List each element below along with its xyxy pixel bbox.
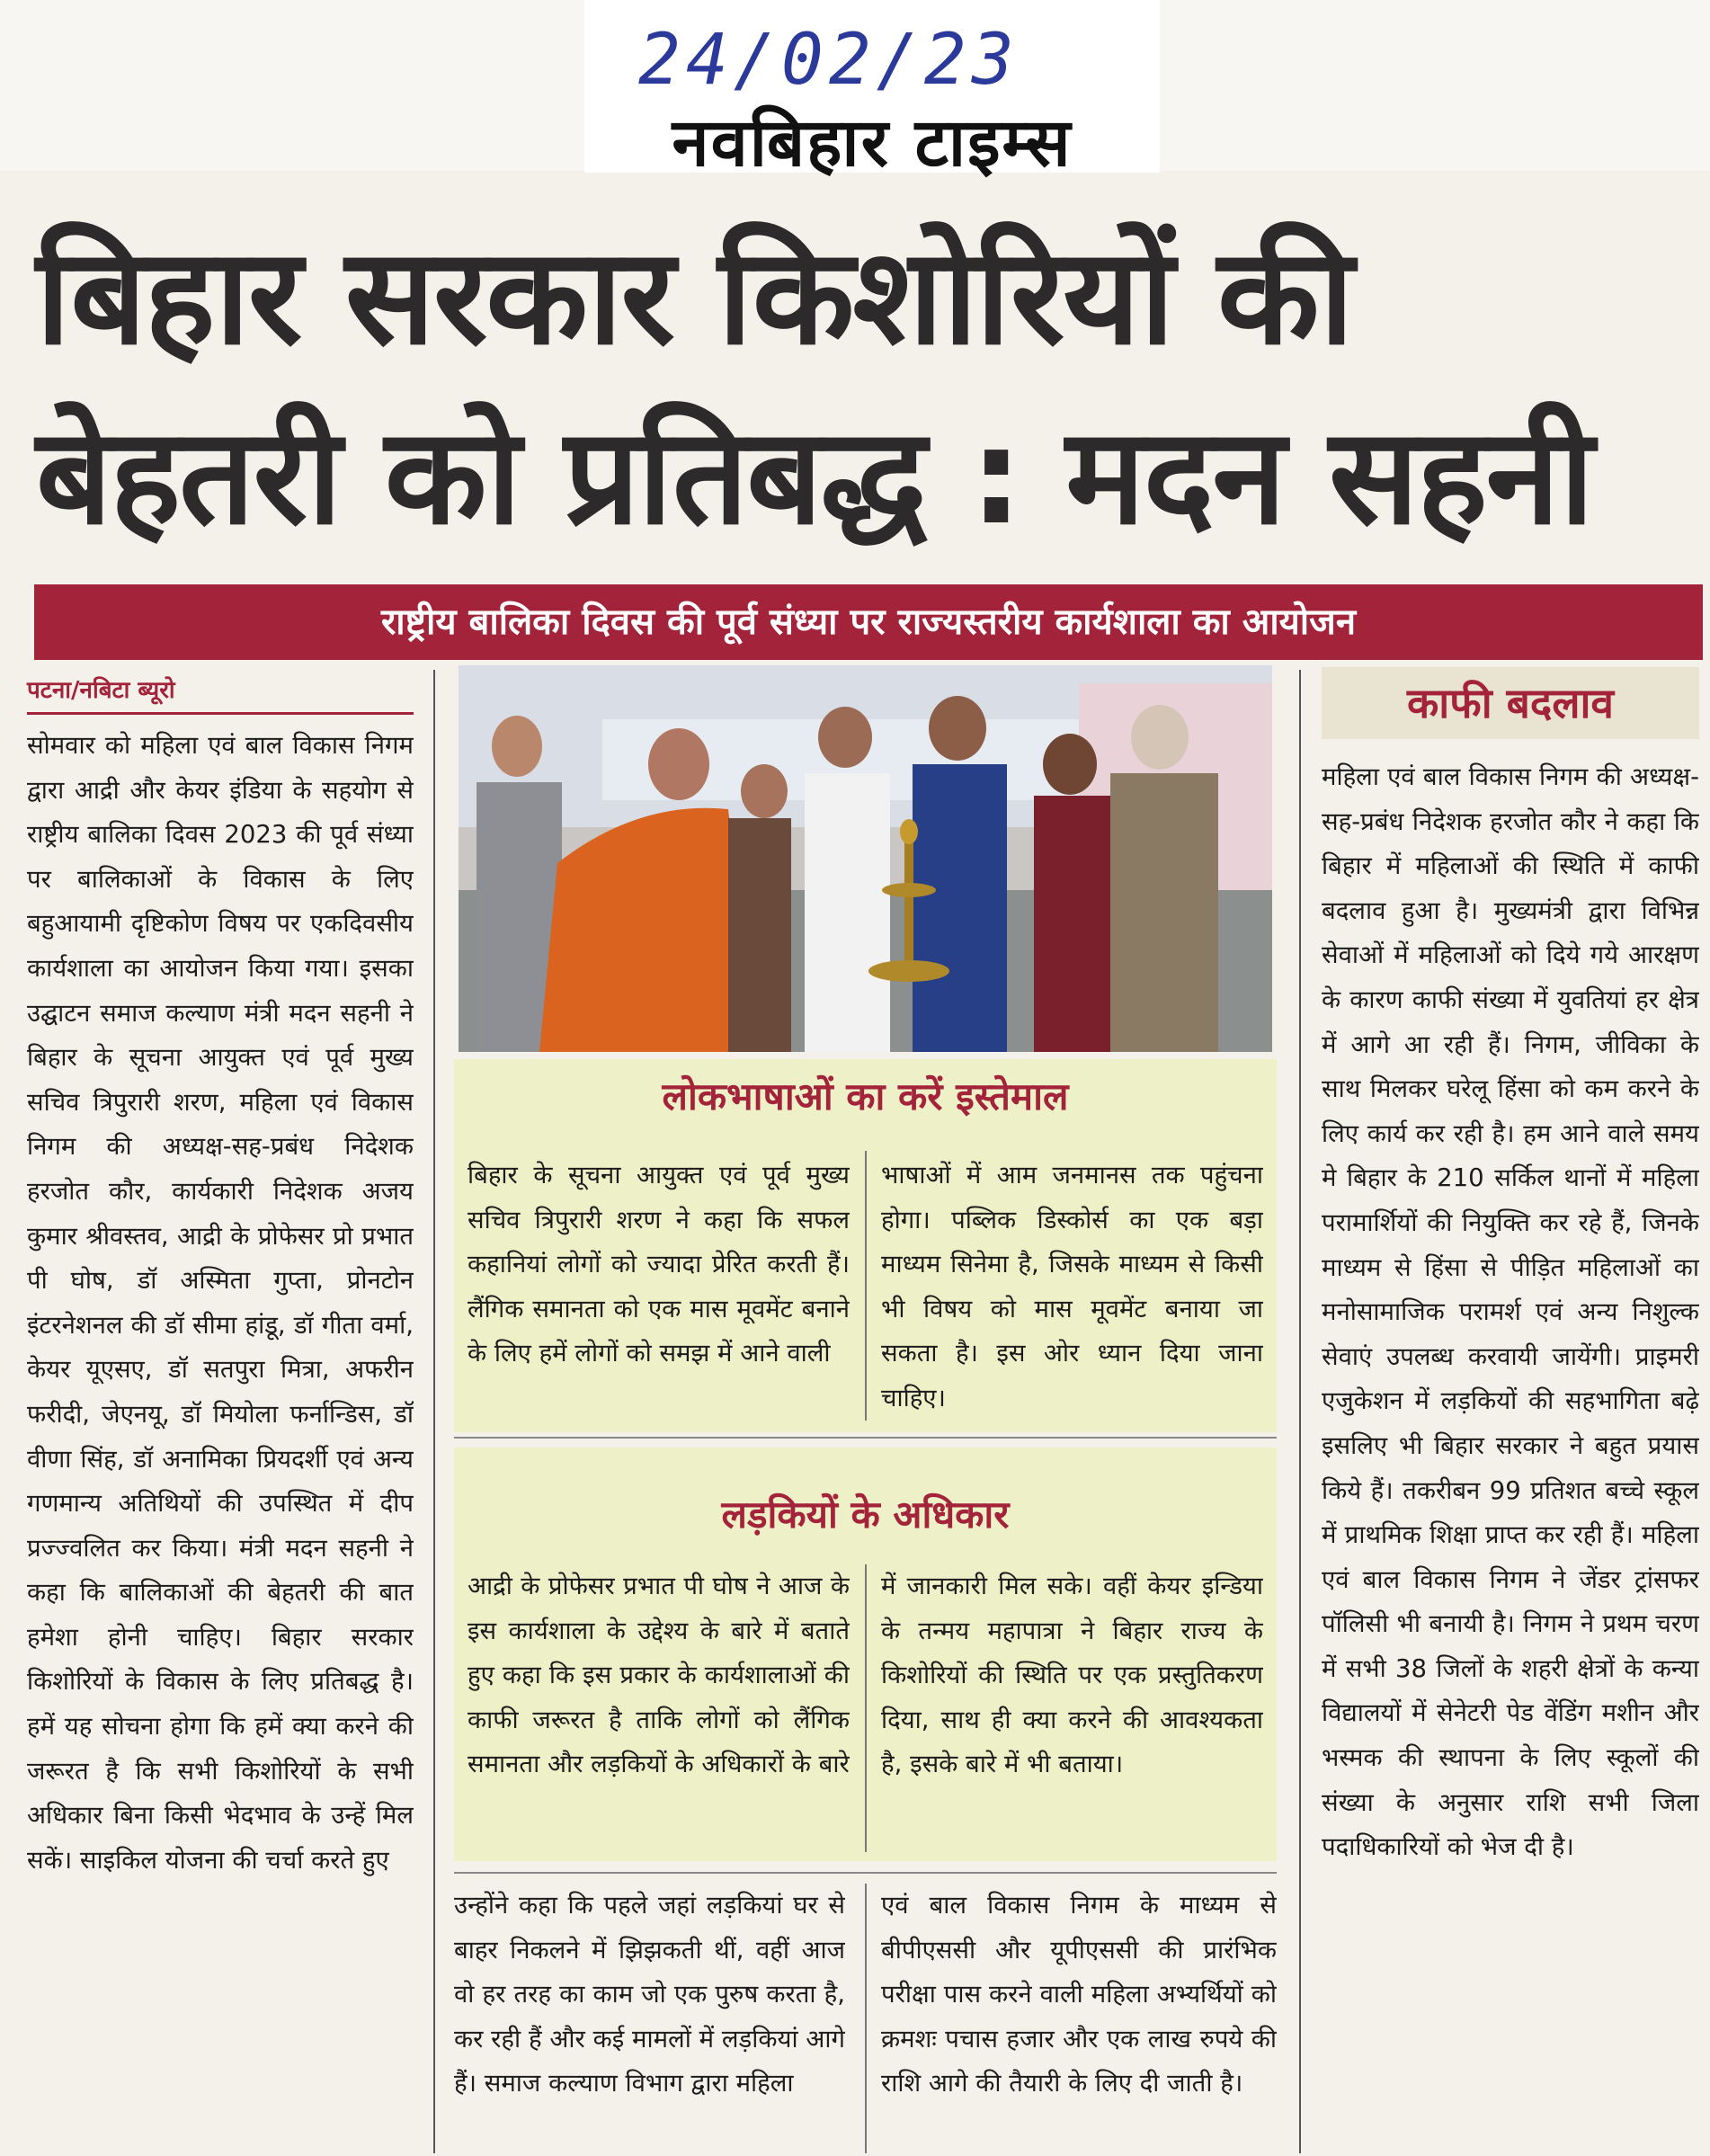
adhikar-col-2: में जानकारी मिल सके। वहीं केयर इन्डिया के तन्मय महापात्रा ने बिहार राज्य के किशोरियों की स्थिति पर एक प्रस्तुतिकरण दिया, साथ ही क्या करने की आवश्यकता है, इसके बारे में भी बताया। xyxy=(881,1572,1263,1779)
lokbhasha-col-1: बिहार के सूचना आयुक्त एवं पूर्व मुख्य सचिव त्रिपुरारी शरण ने कहा कि सफल कहानियां लोगों को ज्यादा प्रेरित करती हैं। लैंगिक समानता को एक मास मूवमेंट बनाने के लिए हमें लोगों को समझ में आने वाली xyxy=(468,1161,850,1368)
headline-line-1: बिहार सरकार किशोरियों की xyxy=(36,219,1352,374)
lamp-lighting-photo xyxy=(459,665,1272,1052)
adhikar-divider xyxy=(865,1564,867,1852)
column-divider-right xyxy=(1299,670,1301,2153)
left-column-text: सोमवार को महिला एवं बाल विकास निगम द्वारा आद्री और केयर इंडिया के सहयोग से राष्ट्रीय बालिका दिवस 2023 की पूर्व संध्या पर बालिकाओं के विकास के लिए बहुआयामी दृष्टिकोण विषय पर एकदिवसीय कार्यशाला का आयोजन किया गया। इसका उद्घाटन समाज कल्याण मंत्री मदन सहनी ने बिहार के सूचना आयुक्त एवं पूर्व मुख्य सचिव त्रिपुरारी शरण, महिला एवं विकास निगम की अध्यक्ष-सह-प्रबंध निदेशक हरजोत कौर, कार्यकारी निदेशक अजय कुमार श्रीवस्तव, आद्री के प्रोफेसर प्रो प्रभात पी घोष, डॉ अस्मिता गुप्ता, प्रोनटोन इंटरनेशनल की डॉ सीमा हांडू, डॉ गीता वर्मा, केयर यूएसए, डॉ सतपुरा मित्रा, अफरीन फरीदी, जेएनयू, डॉ मियोला फर्नान्डिस, डॉ वीणा सिंह, डॉ अनामिका प्रियदर्शी एवं अन्य गणमान्य अतिथियों की उपस्थित में दीप प्रज्ज्वलित कर किया। मंत्री मदन सहनी ने कहा कि बालिकाओं की बेहतरी की बात हमेशा होनी चाहिए। बिहार सरकार किशोरियों के विकास के लिए प्रतिबद्ध है। हमें यह सोचना होगा कि हमें क्या करने की जरूरत है कि सभी किशोरियों के सभी अधिकार बिना किसी भेदभाव के उन्हें मिल सकें। साइकिल योजना की चर्चा करते हुए xyxy=(27,731,414,1875)
adhikar-heading: लड़कियों के अधिकार xyxy=(721,1492,1010,1537)
lokbhasha-col-2: भाषाओं में आम जनमानस तक पहुंचना होगा। पब्लिक डिस्कोर्स का एक बड़ा माध्यम सिनेमा है, जिसके माध्यम से किसी भी विषय को मास मूवमेंट बनाया जा सकता है। इस ओर ध्यान दिया जाना चाहिए। xyxy=(881,1161,1263,1412)
sidebar-heading: काफी बदलाव xyxy=(1406,679,1614,727)
section-rule-1 xyxy=(454,1437,1277,1439)
newspaper-masthead: नवबिहार टाइम्स xyxy=(672,104,1073,182)
subheadline: राष्ट्रीय बालिका दिवस की पूर्व संध्या पर राज्यस्तरीय कार्यशाला का आयोजन xyxy=(380,601,1357,643)
adhikar-col-1: आद्री के प्रोफेसर प्रभात पी घोष ने आज के इस कार्यशाला के उद्देश्य के बारे में बताते हुए कहा कि इस प्रकार के कार्यशालाओं की काफी जरूरत है ताकि लोगों को लैंगिक समानता और लड़कियों के अधिकारों के बारे xyxy=(468,1572,850,1779)
bottom-col-2: एवं बाल विकास निगम के माध्यम से बीपीएससी और यूपीएससी की प्रारंभिक परीक्षा पास करने वाली महिला अभ्यर्थियों को क्रमशः पचास हजार और एक लाख रुपये की राशि आगे की तैयारी के लिए दी जाती है। xyxy=(881,1891,1277,2098)
bottom-col-1: उन्होंने कहा कि पहले जहां लड़कियां घर से बाहर निकलने में झिझकती थीं, वहीं आज वो हर तरह का काम जो एक पुरुष करता है, कर रही हैं और कई मामलों में लड़कियां आगे हैं। समाज कल्याण विभाग द्वारा महिला xyxy=(454,1891,845,2098)
lokbhasha-divider xyxy=(865,1151,867,1421)
lokbhasha-heading: लोकभाषाओं का करें इस्तेमाल xyxy=(662,1074,1069,1118)
bottom-divider xyxy=(865,1884,867,2153)
handwritten-date: 24/02/23 xyxy=(638,20,1020,101)
headline-line-2: बेहतरी को प्रतिबद्ध : मदन सहनी xyxy=(36,399,1593,554)
byline: पटना/नबिटा ब्यूरो xyxy=(27,673,414,715)
sidebar-text: महिला एवं बाल विकास निगम की अध्यक्ष-सह-प्रबंध निदेशक हरजोत कौर ने कहा कि बिहार में महिलाओं की स्थिति में काफी बदलाव हुआ है। मुख्यमंत्री द्वारा विभिन्न सेवाओं में महिलाओं को दिये गये आरक्षण के कारण काफी संख्या में युवतियां हर क्षेत्र में आगे आ रही हैं। निगम, जीविका के साथ मिलकर घरेलू हिंसा को कम करने के लिए कार्य कर रही है। हम आने वाले समय मे बिहार के 210 सर्किल थानों में महिला परामार्शियों की नियुक्ति कर रहे हैं, जिनके माध्यम से हिंसा से पीड़ित महिलाओं का मनोसामाजिक परामर्श एवं अन्य निशुल्क सेवाएं उपलब्ध करवायी जायेंगी। प्राइमरी एजुकेशन में लड़कियों की सहभागिता बढ़े इसलिए भी बिहार सरकार ने बहुत प्रयास किये हैं। तकरीबन 99 प्रतिशत बच्चे स्कूल में प्राथमिक शिक्षा प्राप्त कर रही हैं। महिला एवं बाल विकास निगम ने जेंडर ट्रांसफर पॉलिसी भी बनायी है। निगम ने प्रथम चरण में सभी 38 जिलों के शहरी क्षेत्रों के कन्या विद्यालयों में सेनेटरी पेड वेंडिंग मशीन और भस्मक की स्थापना के लिए स्कूलों की संख्या के अनुसार राशि सभी जिला पदाधिकारियों को भेज दी है। xyxy=(1322,762,1699,1862)
section-rule-2 xyxy=(454,1872,1277,1874)
column-divider-left xyxy=(433,670,435,2153)
event-photo xyxy=(459,665,1272,1052)
